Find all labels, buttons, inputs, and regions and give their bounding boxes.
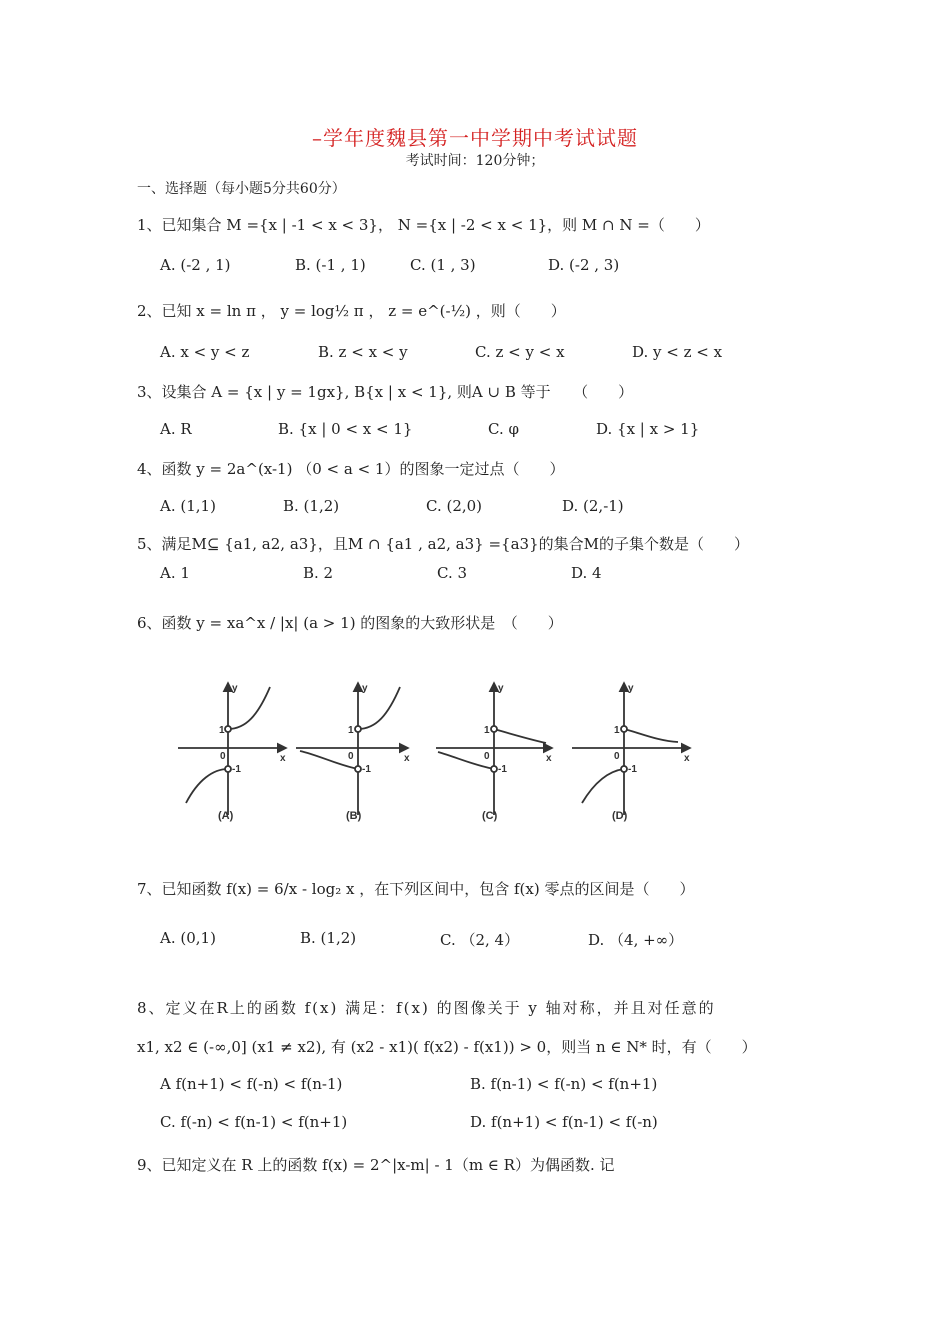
question-8-line-2: x1, x2 ∈ (-∞,0] (x1 ≠ x2), 有 (x2 - x1)( f(x2) - f(x1)) > 0，则当 n ∈ N* 时，有（ ） xyxy=(137,1038,757,1056)
graph-b-origin: 0 xyxy=(348,751,354,762)
graph-c-one: 1 xyxy=(484,725,490,736)
q8-option-b: B. f(n-1) < f(-n) < f(n+1) xyxy=(470,1075,658,1093)
graph-a-y-label: y xyxy=(232,683,238,694)
graph-a-neg-one: -1 xyxy=(232,764,241,775)
q3-option-a: A. R xyxy=(160,420,192,438)
section-heading: 一、选择题（每小题5分共60分） xyxy=(137,181,346,197)
q8-option-d: D. f(n+1) < f(n-1) < f(-n) xyxy=(470,1113,658,1131)
graph-b-one: 1 xyxy=(348,725,354,736)
q7-option-a: A. (0,1) xyxy=(160,929,216,947)
q1-option-d: D. (-2 , 3) xyxy=(548,256,620,274)
graph-b-x-label: x xyxy=(404,753,410,764)
q5-option-b: B. 2 xyxy=(303,564,334,582)
q6-graph-options xyxy=(168,675,708,835)
graph-d-x-label: x xyxy=(684,753,690,764)
q2-option-b: B. z < x < y xyxy=(318,343,408,361)
question-3: 3、设集合 A = {x | y = 1gx}, B{x | x < 1}, 则A ∪ B 等于 （ ） xyxy=(137,383,634,401)
q1-option-c: C. (1 , 3) xyxy=(410,256,476,274)
question-8-line-1: 8、定义在R上的函数 f(x) 满足：f(x) 的图像关于 y 轴对称，并且对任意的 xyxy=(137,999,716,1017)
q5-option-a: A. 1 xyxy=(160,564,190,582)
q1-option-a: A. (-2 , 1) xyxy=(160,256,231,274)
graph-d xyxy=(572,683,690,815)
graph-b-neg-one: -1 xyxy=(362,764,371,775)
q8-option-c: C. f(-n) < f(n-1) < f(n+1) xyxy=(160,1113,348,1131)
question-1: 1、已知集合 M ={x | -1 < x < 3}， N ={x | -2 < x < 1}，则 M ∩ N =（ ） xyxy=(137,216,710,234)
graph-a-one: 1 xyxy=(219,725,225,736)
graph-c-y-label: y xyxy=(498,683,504,694)
q2-option-c: C. z < y < x xyxy=(475,343,565,361)
q3-option-c: C. φ xyxy=(488,420,519,438)
q5-option-c: C. 3 xyxy=(437,564,468,582)
graph-c-x-label: x xyxy=(546,753,552,764)
q3-option-d: D. {x | x > 1} xyxy=(596,420,700,438)
exam-time: 考试时间：120分钟； xyxy=(405,153,545,169)
graph-a xyxy=(178,683,286,815)
q1-option-b: B. (-1 , 1) xyxy=(295,256,366,274)
graph-b-label: (B) xyxy=(346,810,362,822)
q4-option-a: A. (1,1) xyxy=(160,497,216,515)
graph-a-x-label: x xyxy=(280,753,286,764)
graph-b xyxy=(296,683,408,815)
q4-option-d: D. (2,-1) xyxy=(562,497,624,515)
graph-d-label: (D) xyxy=(612,810,628,822)
q7-option-d: D. （4, +∞） xyxy=(588,931,684,949)
q3-option-b: B. {x | 0 < x < 1} xyxy=(278,420,413,438)
page-title: –学年度魏县第一中学期中考试试题 xyxy=(312,126,638,150)
graph-c-neg-one: -1 xyxy=(498,764,507,775)
graph-d-origin: 0 xyxy=(614,751,620,762)
question-4: 4、函数 y = 2a^(x-1) （0 < a < 1）的图象一定过点（ ） xyxy=(137,460,565,478)
q6-graphs-svg xyxy=(168,675,708,835)
graph-c xyxy=(436,683,552,815)
graph-c-origin: 0 xyxy=(484,751,490,762)
graph-c-label: (C) xyxy=(482,810,498,822)
question-5: 5、满足M⊆ {a1, a2, a3}，且M ∩ {a1 , a2, a3} ={a3}的集合M的子集个数是（ ） xyxy=(137,535,749,553)
q5-option-d: D. 4 xyxy=(571,564,602,582)
q8-option-a: A f(n+1) < f(-n) < f(n-1) xyxy=(160,1075,343,1093)
question-9: 9、已知定义在 R 上的函数 f(x) = 2^|x-m| - 1（m ∈ R）为偶函数. 记 xyxy=(137,1156,615,1174)
graph-b-y-label: y xyxy=(362,683,368,694)
graph-a-origin: 0 xyxy=(220,751,226,762)
q2-option-a: A. x < y < z xyxy=(160,343,250,361)
question-2: 2、已知 x = ln π ， y = log½ π ， z = e^(-½) ，则（ ） xyxy=(137,302,566,320)
question-7: 7、已知函数 f(x) = 6/x - log₂ x ，在下列区间中，包含 f(x) 零点的区间是（ ） xyxy=(137,880,695,898)
q7-option-b: B. (1,2) xyxy=(300,929,357,947)
question-6: 6、函数 y = xa^x / |x| (a > 1) 的图象的大致形状是 （ ） xyxy=(137,614,563,632)
graph-d-y-label: y xyxy=(628,683,634,694)
q4-option-b: B. (1,2) xyxy=(283,497,340,515)
q2-option-d: D. y < z < x xyxy=(632,343,723,361)
q7-option-c: C. （2, 4） xyxy=(440,931,520,949)
graph-d-one: 1 xyxy=(614,725,620,736)
graph-d-neg-one: -1 xyxy=(628,764,637,775)
q4-option-c: C. (2,0) xyxy=(426,497,483,515)
graph-a-label: (A) xyxy=(218,810,234,822)
